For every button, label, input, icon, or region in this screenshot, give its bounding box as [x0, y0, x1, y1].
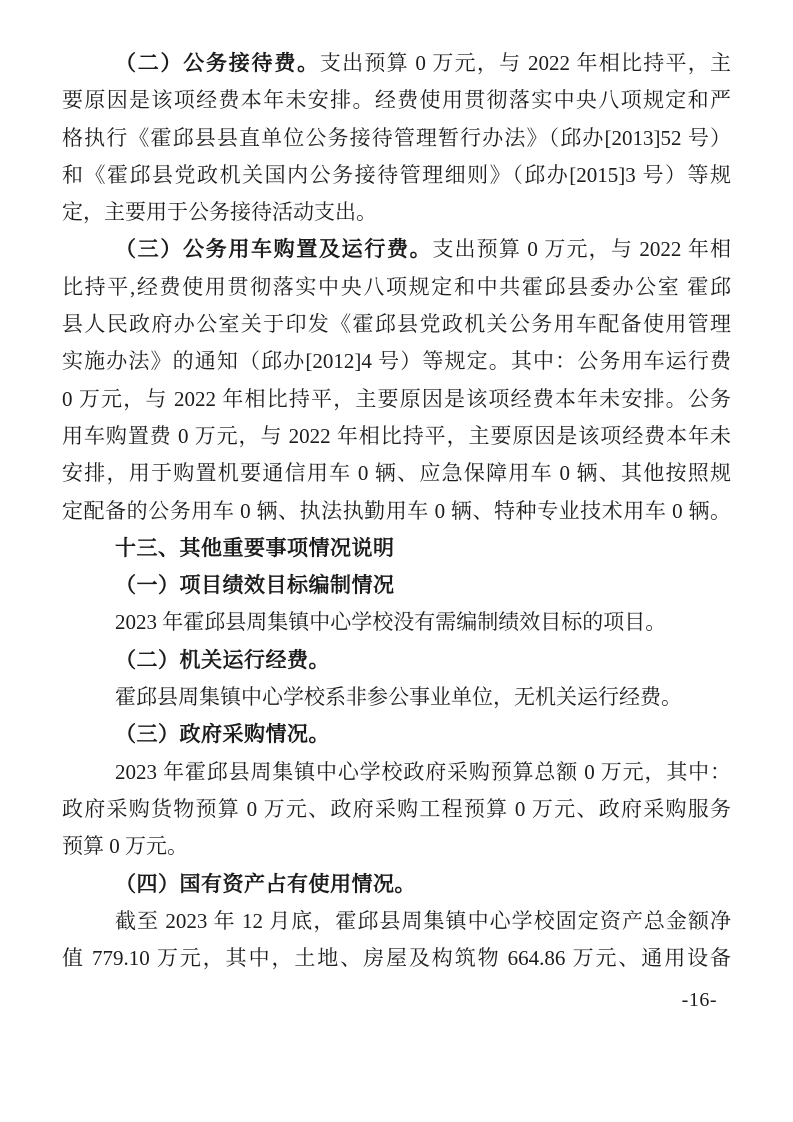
text-line	[62, 754, 731, 791]
body-text-run: 和《霍邱县党政机关国内公务接待管理细则》（邱办[2015]3 号）等规	[62, 162, 731, 187]
heading-run: （一）项目绩效目标编制情况	[115, 574, 395, 598]
text-line	[62, 306, 731, 343]
text-line	[62, 82, 731, 119]
text-line	[62, 120, 731, 157]
text-line	[62, 381, 731, 418]
text-line	[62, 231, 731, 268]
body-text-run: 格执行《霍邱县县直单位公务接待管理暂行办法》（邱办[2013]52 号）	[62, 125, 731, 150]
body-text-run: 支出预算 0 万元，与 2022 年相比持平，主	[319, 51, 731, 75]
body-text-run: 县人民政府办公室关于印发《霍邱县党政机关公务用车配备使用管理	[62, 312, 731, 337]
body-text-run: 安排，用于购置机要通信用车 0 辆、应急保障用车 0 辆、其他按照规	[62, 461, 731, 486]
page-number: -16-	[681, 989, 717, 1011]
body-text-run: 霍邱县周集镇中心学校系非参公事业单位，无机关运行经费。	[115, 685, 682, 710]
heading-run: （三）政府采购情况。	[115, 723, 330, 747]
body-text-run: 2023 年霍邱县周集镇中心学校没有需编制绩效目标的项目。	[115, 610, 667, 635]
text-line	[62, 940, 731, 977]
text-line	[62, 716, 731, 753]
text-line	[62, 455, 731, 492]
body-text-run: 定，主要用于公务接待活动支出。	[62, 200, 377, 225]
text-line	[62, 343, 731, 380]
heading-run: （四）国有资产占有使用情况。	[115, 872, 416, 896]
text-line	[62, 679, 731, 716]
body-text-run: 0 万元，与 2022 年相比持平，主要原因是该项经费本年未安排。公务	[62, 386, 731, 411]
body-text-run: 2023 年霍邱县周集镇中心学校政府采购预算总额 0 万元，其中：	[115, 759, 731, 784]
text-line	[62, 530, 731, 567]
body-text-run: 用车购置费 0 万元，与 2022 年相比持平，主要原因是该项经费本年未	[62, 423, 731, 448]
text-line	[62, 493, 731, 530]
heading-run: （二）公务接待费。	[115, 52, 320, 75]
body-text-run: 要原因是该项经费本年未安排。经费使用贯彻落实中央八项规定和严	[62, 88, 731, 113]
body-text-run: 预算 0 万元。	[62, 834, 188, 859]
text-line	[62, 866, 731, 903]
text-line	[62, 45, 731, 82]
text-line	[62, 194, 731, 231]
document-body-text	[62, 45, 731, 977]
body-text-run: 比持平,经费使用贯彻落实中央八项规定和中共霍邱县委办公室 霍邱	[62, 274, 731, 299]
text-line	[62, 791, 731, 828]
heading-run: （三）公务用车购置及运行费。	[115, 238, 433, 262]
body-text-run: 支出预算 0 万元，与 2022 年相	[432, 237, 731, 262]
body-text-run: 截至 2023 年 12 月底，霍邱县周集镇中心学校固定资产总金额净	[115, 908, 731, 933]
body-text-run: 定配备的公务用车 0 辆、执法执勤用车 0 辆、特种专业技术用车 0 辆。	[62, 498, 731, 523]
text-line	[62, 903, 731, 940]
heading-run: （二）机关运行经费。	[115, 648, 330, 672]
text-line	[62, 269, 731, 306]
text-line	[62, 604, 731, 641]
body-text-run: 政府采购货物预算 0 万元、政府采购工程预算 0 万元、政府采购服务	[62, 796, 731, 821]
text-line	[62, 828, 731, 865]
body-text-run: 值 779.10 万元，其中，土地、房屋及构筑物 664.86 万元、通用设备	[62, 946, 731, 971]
body-text-run: 实施办法》的通知（邱办[2012]4 号）等规定。其中：公务用车运行费	[62, 349, 731, 374]
text-line	[62, 567, 731, 604]
heading-run: 十三、其他重要事项情况说明	[115, 536, 395, 560]
text-line	[62, 418, 731, 455]
text-line	[62, 642, 731, 679]
text-line	[62, 157, 731, 194]
